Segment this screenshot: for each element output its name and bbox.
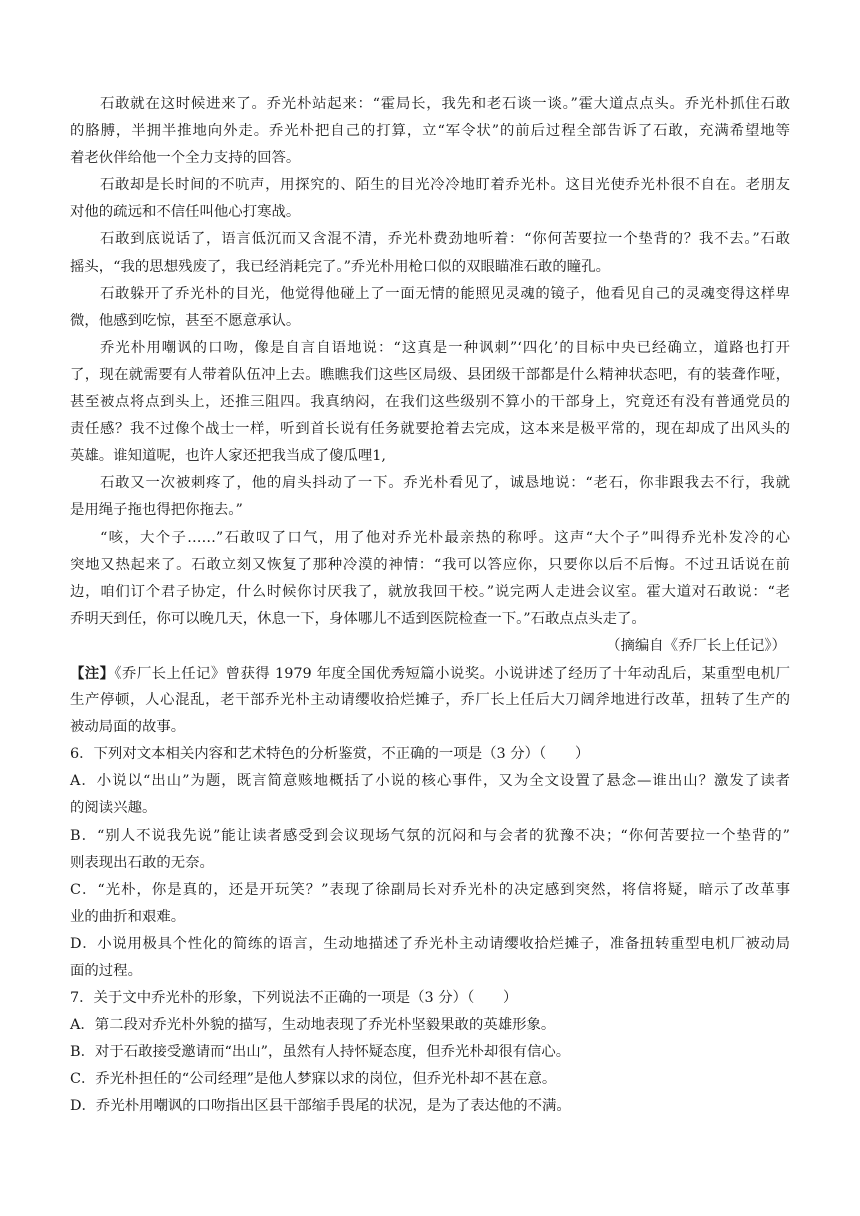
- paragraph: [70, 91, 790, 172]
- question-stem: 6．下列对文本相关内容和艺术特色的分析鉴赏，不正确的一项是（3 分）（ ）: [70, 746, 590, 763]
- option-d: D．乔光朴用嘲讽的口吻指出区县干部缩手畏尾的状况，是为了表达他的不满。: [70, 1098, 571, 1115]
- option-line: A．小说以“出山”为题，既言简意赅地概括了小说的核心事件，又为全文设置了悬念—谁出山？激发了读者: [70, 773, 790, 790]
- option-line: B．“别人不说我先说”能让读者感受到会议现场气氛的沉闷和与会者的犹豫不决；“你何苦要拉一个垫背的”: [70, 827, 790, 844]
- passage-line: 石敢到底说话了，语言低沉而又含混不清，乔光朴费劲地听着：“你何苦要拉一个垫背的？我不去。”石敢: [100, 231, 790, 248]
- question-6: [70, 741, 790, 985]
- paragraph: [70, 226, 790, 280]
- passage-line: 石敢躲开了乔光朴的目光，他觉得他碰上了一面无情的能照见灵魂的镜子，他看见自己的灵魂变得这样卑: [100, 285, 790, 302]
- paragraph: [70, 335, 790, 470]
- passage-line: 的胳膊，半拥半推地向外走。乔光朴把自己的打算，立“军令状”的前后过程全部告诉了石敢，充满希望地等: [70, 123, 790, 140]
- passage-line: 突地又热起来了。石敢立刻又恢复了那种冷漠的神情：“我可以答应你，只要你以后不后悔。不过丑话说在前: [70, 556, 790, 573]
- passage-line: 了，现在就需要有人带着队伍冲上去。瞧瞧我们这些区局级、县团级干部都是什么精神状态吧，有的装聋作哑，: [70, 366, 790, 383]
- passage-line: 甚至被点将点到头上，还推三阻四。我真纳闷，在我们这些级别不算小的干部身上，究竟还有没有普通党员的: [70, 394, 790, 411]
- option-line: 则表现出石敢的无奈。: [70, 854, 214, 871]
- passage-line: 是用绳子拖也得把你拖去。”: [70, 502, 243, 519]
- note-line: 被动局面的故事。: [70, 719, 186, 736]
- option-line: C．“光朴，你是真的，还是开玩笑？”表现了徐副局长对乔光朴的决定感到突然，将信将疑，暗示了改革事: [70, 881, 790, 898]
- option-b: B．对于石敢接受邀请而“出山”，虽然有人持怀疑态度，但乔光朴却很有信心。: [70, 1044, 571, 1061]
- paragraph: [70, 281, 790, 335]
- note-line: 生产停顿，人心混乱，老干部乔光朴主动请缨收拾烂摊子，乔厂长上任后大刀阔斧地进行改革，扭转了生产的: [70, 692, 790, 709]
- passage-line: 石敢就在这时候进来了。乔光朴站起来：“霍局长，我先和老石谈一谈。”霍大道点点头。乔光朴抓住石敢: [100, 96, 790, 112]
- question-7: [70, 985, 790, 1120]
- page-content: [70, 91, 790, 1121]
- passage-line: 石敢又一次被刺疼了，他的肩头抖动了一下。乔光朴看见了，诚恳地说：“老石，你非跟我去不行，我就: [100, 475, 790, 492]
- paragraph: [70, 525, 790, 633]
- option-c: C．乔光朴担任的“公司经理”是他人梦寐以求的岗位，但乔光朴却不甚在意。: [70, 1071, 557, 1088]
- passage-line: 乔明天到任，你可以晚几天，休息一下，身体哪儿不适到医院检查一下。”石敢点点头走了。: [70, 610, 646, 627]
- option-line: D．小说用极具个性化的简练的语言，生动地描述了乔光朴主动请缨收拾烂摊子，准备扭转重型电机厂被动局: [70, 935, 790, 952]
- option-b: [70, 823, 790, 877]
- option-line: 的阅读兴趣。: [70, 800, 157, 817]
- option-c: [70, 877, 790, 931]
- passage-line: 摇头，“我的思想残废了，我已经消耗完了。”乔光朴用枪口似的双眼瞄准石敢的瞳孔。: [70, 258, 610, 275]
- note: [70, 660, 790, 741]
- passage-line: 责任感？我不过像个战士一样，听到首长说有任务就要抢着去完成，这本来是极平常的，现在却成了出风头的: [70, 421, 790, 438]
- question-stem: 7．关于文中乔光朴的形象，下列说法不正确的一项是（3 分）（ ）: [70, 990, 518, 1007]
- option-line: 面的过程。: [70, 963, 142, 979]
- option-line: 业的曲折和艰难。: [70, 908, 186, 925]
- passage-line: 乔光朴用嘲讽的口吻，像是自言自语地说：“这真是一种讽刺”‘四化’的目标中央已经确立，道路也打开: [100, 339, 790, 356]
- note-label: 【注】: [70, 664, 115, 682]
- passage-line: “咳，大个子……”石敢叹了口气，用了他对乔光朴最亲热的称呼。这声“大个子”叫得乔光朴发冷的心: [100, 529, 790, 546]
- option-d: [70, 931, 790, 985]
- source-citation: （摘编自《乔厂长上任记》）: [606, 637, 786, 654]
- passage-line: 石敢却是长时间的不吭声，用探究的、陌生的目光冷冷地盯着乔光朴。这目光使乔光朴很不自在。老朋友: [100, 177, 790, 194]
- note-line: [70, 660, 790, 687]
- option-a: [70, 768, 790, 822]
- option-a: A．第二段对乔光朴外貌的描写，生动地表现了乔光朴坚毅果敢的英雄形象。: [70, 1017, 556, 1034]
- passage-line: 着老伙伴给他一个全力支持的回答。: [70, 150, 301, 167]
- passage-line: 边，咱们订个君子协定，什么时候你讨厌我了，就放我回干校。”说完两人走进会议室。霍大道对石敢说：“老: [70, 583, 790, 600]
- note-text: 《乔厂长上任记》曾获得 1979 年度全国优秀短篇小说奖。小说讲述了经历了十年动乱后，某重型电机厂: [114, 665, 790, 682]
- paragraph: [70, 470, 790, 524]
- passage-line: 英雄。谁知道呢，也许人家还把我当成了傻瓜哩1,: [70, 448, 386, 465]
- paragraph: [70, 172, 790, 226]
- passage: [70, 91, 790, 660]
- passage-line: 微，他感到吃惊，甚至不愿意承认。: [70, 312, 301, 329]
- passage-line: 对他的疏远和不信任叫他心打寒战。: [70, 204, 301, 221]
